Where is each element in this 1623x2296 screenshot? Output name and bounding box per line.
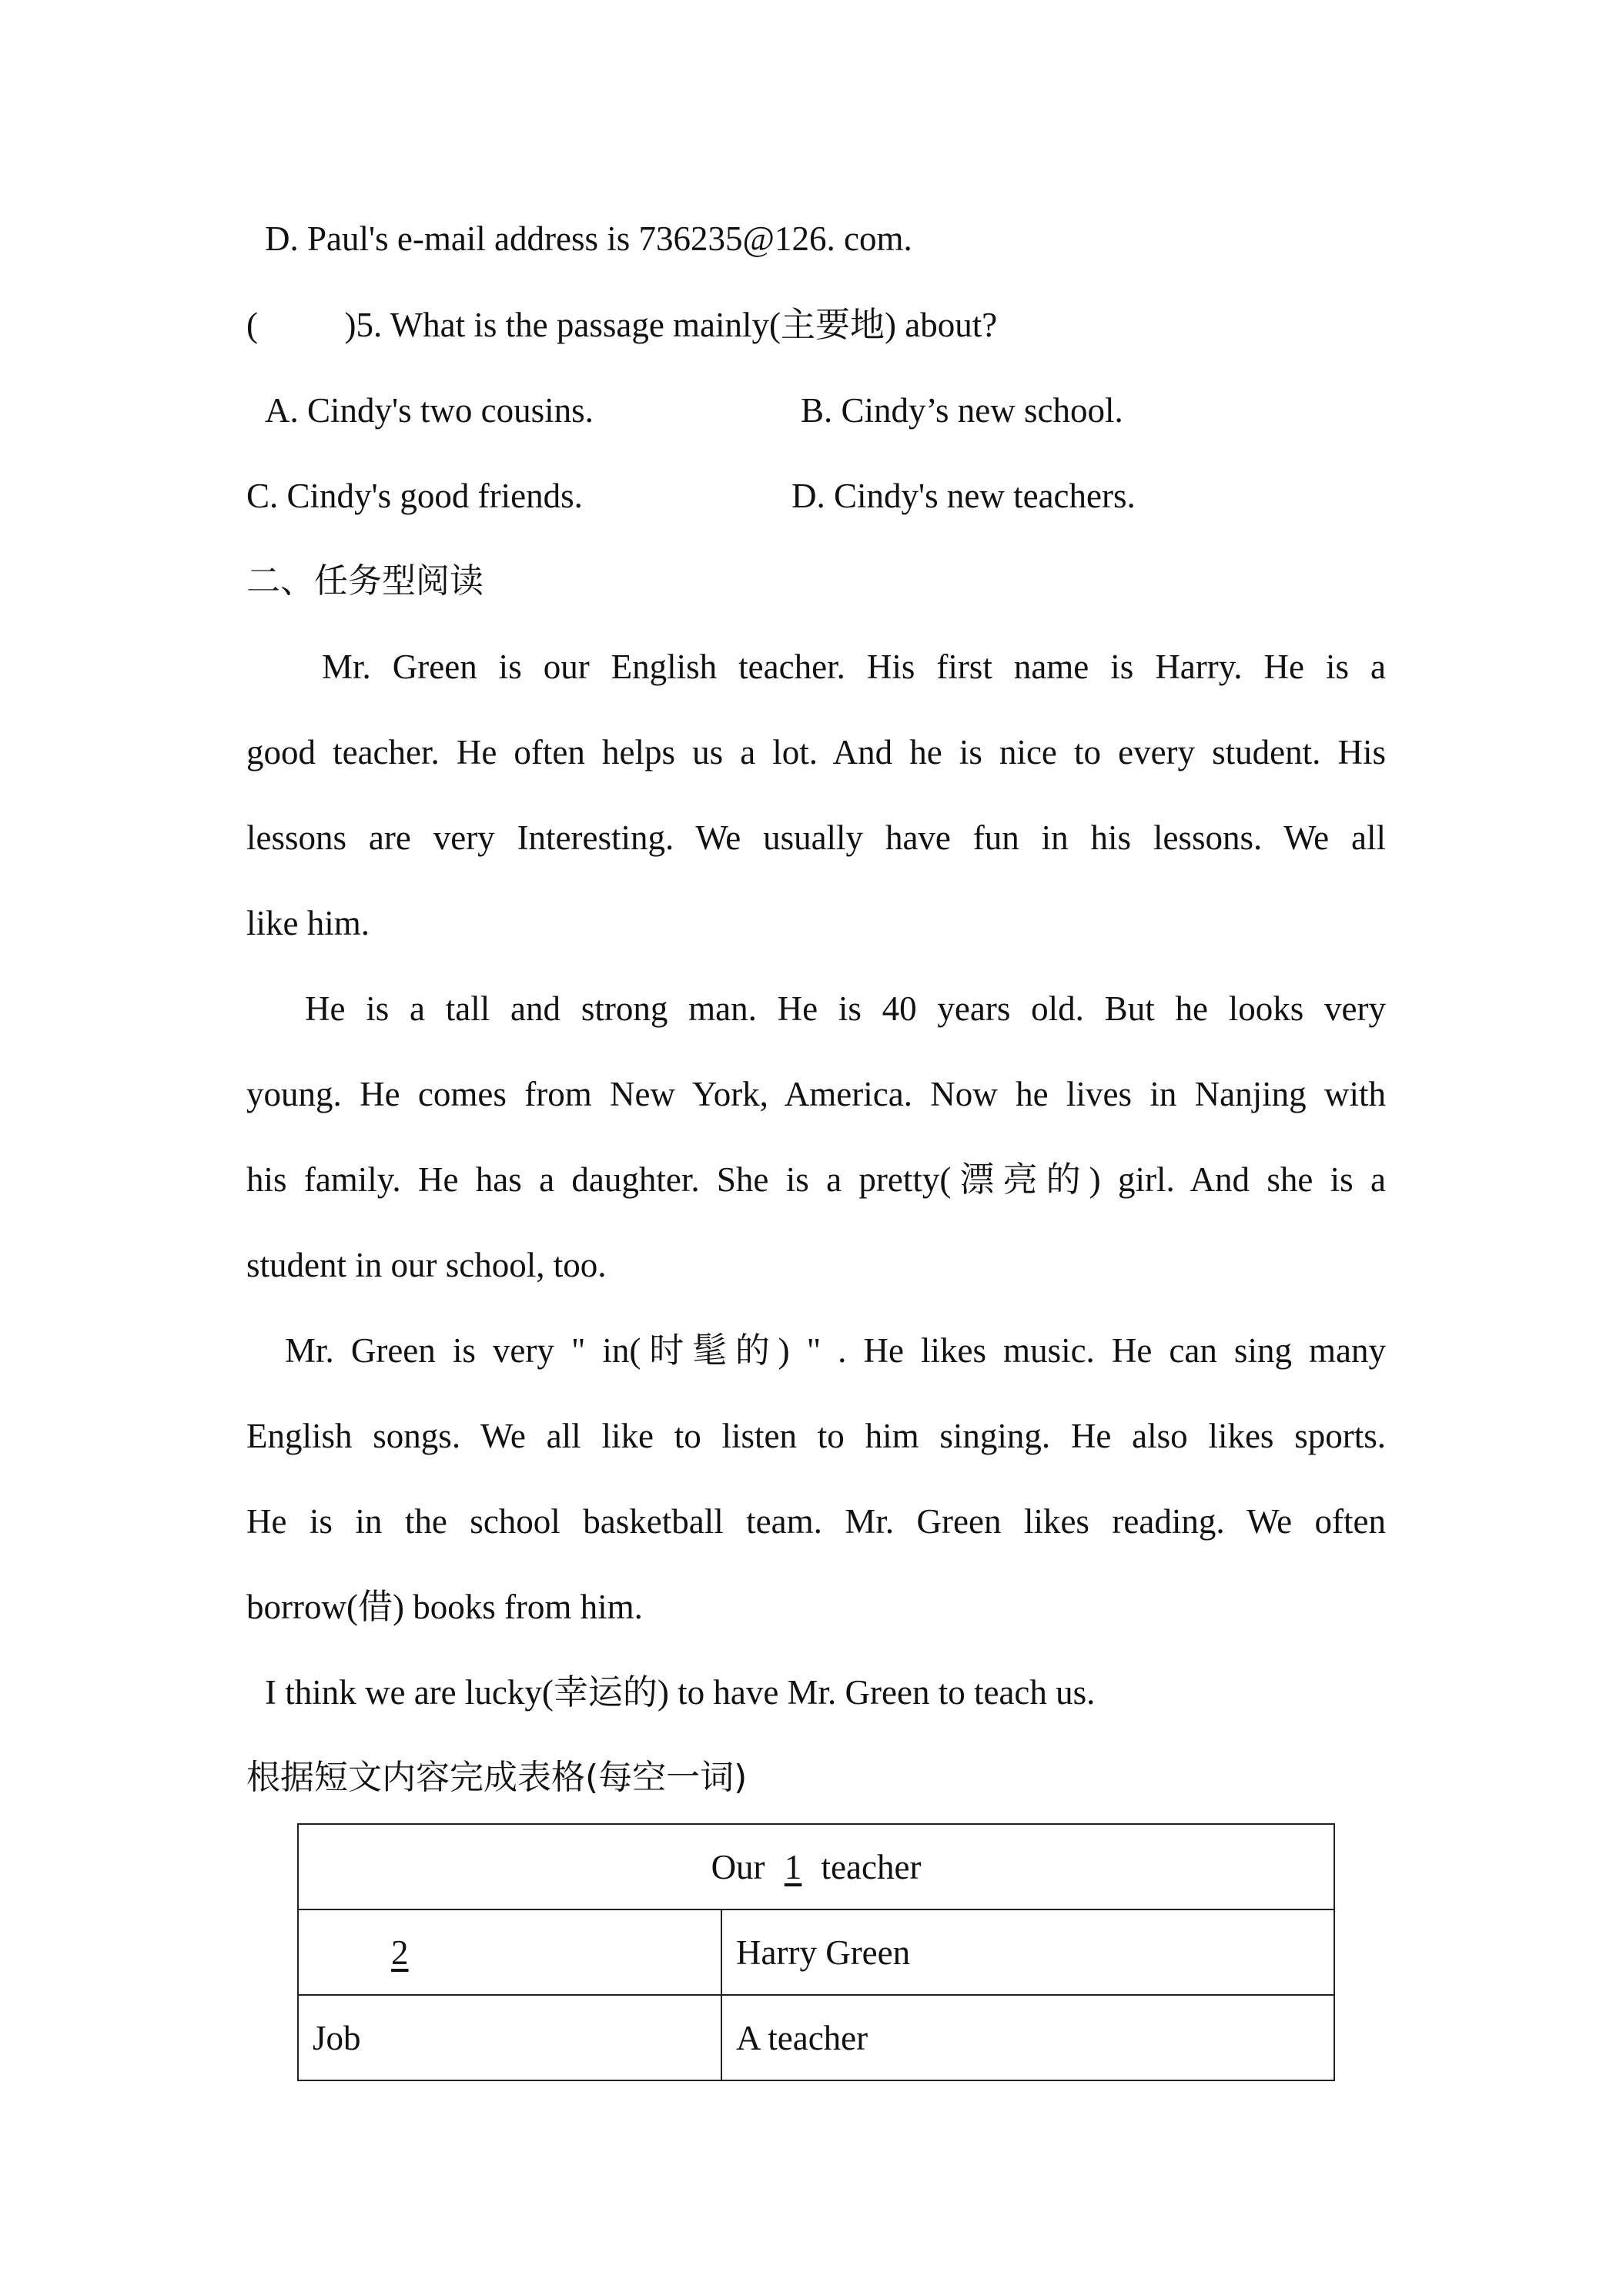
q4-option-d: D. Paul's e-mail address is 736235@126. com. xyxy=(265,219,912,258)
passage-p3-line: He is in the school basketball team. Mr. Green likes reading. We often xyxy=(246,1502,1386,1541)
table-row xyxy=(298,1909,1334,1995)
passage-p1-line: Mr. Green is our English teacher. His first name is Harry. He is a xyxy=(322,648,1386,686)
passage-p2-line: student in our school, too. xyxy=(246,1246,607,1284)
table-cell xyxy=(298,1909,721,1995)
table-cell: Harry Green xyxy=(721,1909,1334,1995)
q5-option-c: C. Cindy's good friends. xyxy=(246,477,583,515)
q5-stem: 5. What is the passage mainly(主要地) about? xyxy=(356,306,998,344)
table-cell: A teacher xyxy=(721,1995,1334,2080)
table-row xyxy=(298,1824,1334,1909)
passage-p3-line: Mr. Green is very " in(时髦的) " . He likes music. He can sing many xyxy=(285,1331,1386,1370)
section-heading: 二、任务型阅读 xyxy=(246,561,484,601)
passage-p1-line: lessons are very Interesting. We usually have fun in his lessons. We all xyxy=(246,818,1386,857)
header-suffix: teacher xyxy=(821,1847,922,1886)
passage-p1-line: like him. xyxy=(246,904,370,942)
passage-p2-line: his family. He has a daughter. She is a pretty(漂亮的) girl. And she is a xyxy=(246,1160,1386,1199)
q5-option-a: A. Cindy's two cousins. xyxy=(265,391,594,430)
answer-table xyxy=(297,1823,1335,2081)
passage-p3-line: borrow(借) books from him. xyxy=(246,1588,643,1626)
answer-blank-2[interactable]: 2 xyxy=(391,1933,409,1972)
table-cell: Job xyxy=(298,1995,721,2080)
passage-p2-line: He is a tall and strong man. He is 40 years old. But he looks very xyxy=(305,989,1386,1028)
header-prefix: Our xyxy=(711,1847,765,1886)
passage-p4: I think we are lucky(幸运的) to have Mr. Green to teach us. xyxy=(265,1673,1096,1712)
passage-p2-line: young. He comes from New York, America. Now he lives in Nanjing with xyxy=(246,1075,1386,1113)
q5-option-b: B. Cindy’s new school. xyxy=(801,391,1123,430)
passage-p1-line: good teacher. He often helps us a lot. And he is nice to every student. His xyxy=(246,733,1386,771)
table-row xyxy=(298,1995,1334,2080)
answer-blank-1[interactable]: 1 xyxy=(784,1847,802,1886)
answer-bracket[interactable]: ( ) xyxy=(246,306,356,344)
passage-p3-line: English songs. We all like to listen to him singing. He also likes sports. xyxy=(246,1417,1386,1455)
q5-question xyxy=(246,302,997,348)
table-header-cell xyxy=(298,1824,1334,1909)
task-instruction: 根据短文内容完成表格(每空一词) xyxy=(246,1758,748,1797)
q5-option-d: D. Cindy's new teachers. xyxy=(791,477,1136,515)
